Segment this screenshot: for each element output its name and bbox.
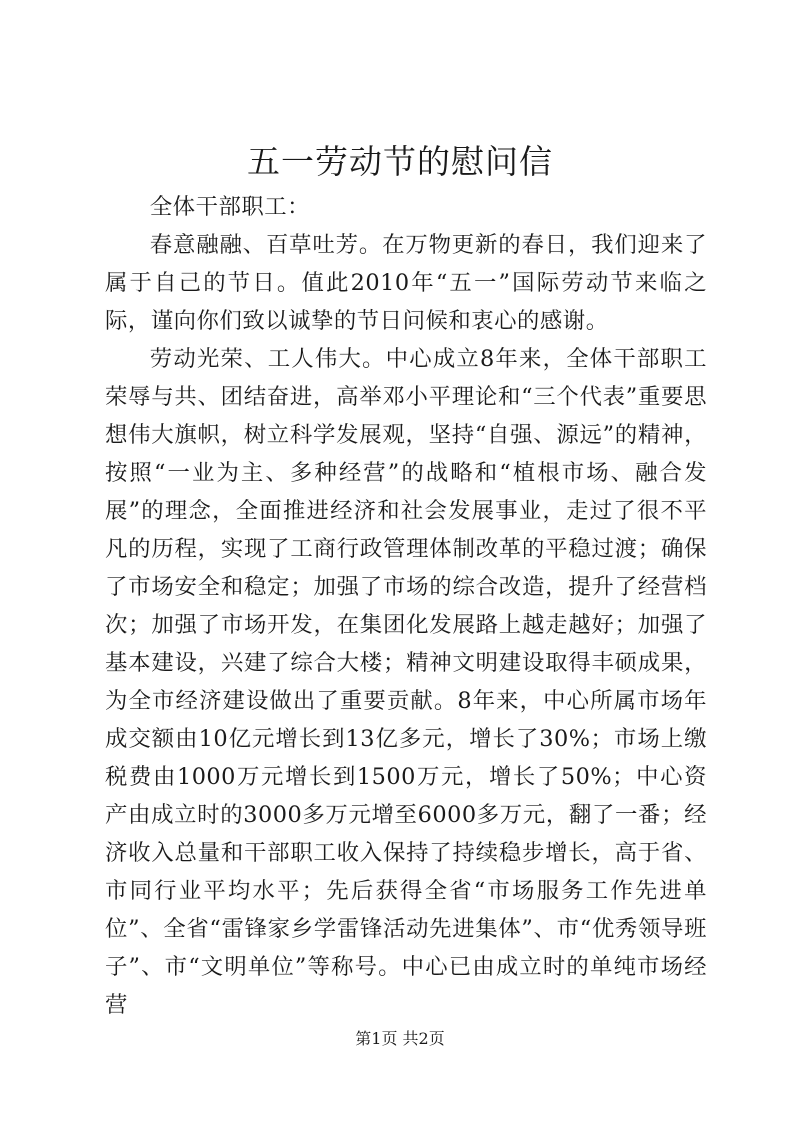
document-title: 五一劳动节的慰问信 [247, 142, 553, 181]
paragraph-achievements: 劳动光荣、工人伟大。中心成立8年来，全体干部职工荣辱与共、团结奋进，高举邓小平理论和“三个代表”重要思想伟大旗帜，树立科学发展观，坚持“自强、源远”的精神，按照“一业为主、多种经营”的战略和“植根市场、融合发展”的理念，全面推进经济和社会发展事业，走过了很不平凡的历程，实现了工商行政管理体制改革的平稳过渡；确保了市场安全和稳定；加强了市场的综合改造，提升了经营档次；加强了市场开发，在集团化发展路上越走越好；加强了基本建设，兴建了综合大楼；精神文明建设取得丰硕成果，为全市经济建设做出了重要贡献。8年来，中心所属市场年成交额由10亿元增长到13亿多元，增长了30%；市场上缴税费由1000万元增长到1500万元，增长了50%；中心资产由成立时的3000多万元增至6000多万元，翻了一番；经济收入总量和干部职工收入保持了持续稳步增长，高于省、市同行业平均水平；先后获得全省“市场服务工作先进单位”、全省“雷锋家乡学雷锋活动先进集体”、市“优秀领导班子”、市“文明单位”等称号。中心已由成立时的单纯市场经营 [105, 346, 707, 1018]
page-footer: 第1页 共2页 [355, 1029, 445, 1048]
paragraph-greeting: 春意融融、百草吐芳。在万物更新的春日，我们迎来了属于自己的节日。值此2010年“五一”国际劳动节来临之际，谨向你们致以诚挚的节日问候和衷心的感谢。 [105, 232, 707, 334]
salutation: 全体干部职工： [149, 194, 311, 220]
letter-body [105, 188, 707, 1024]
